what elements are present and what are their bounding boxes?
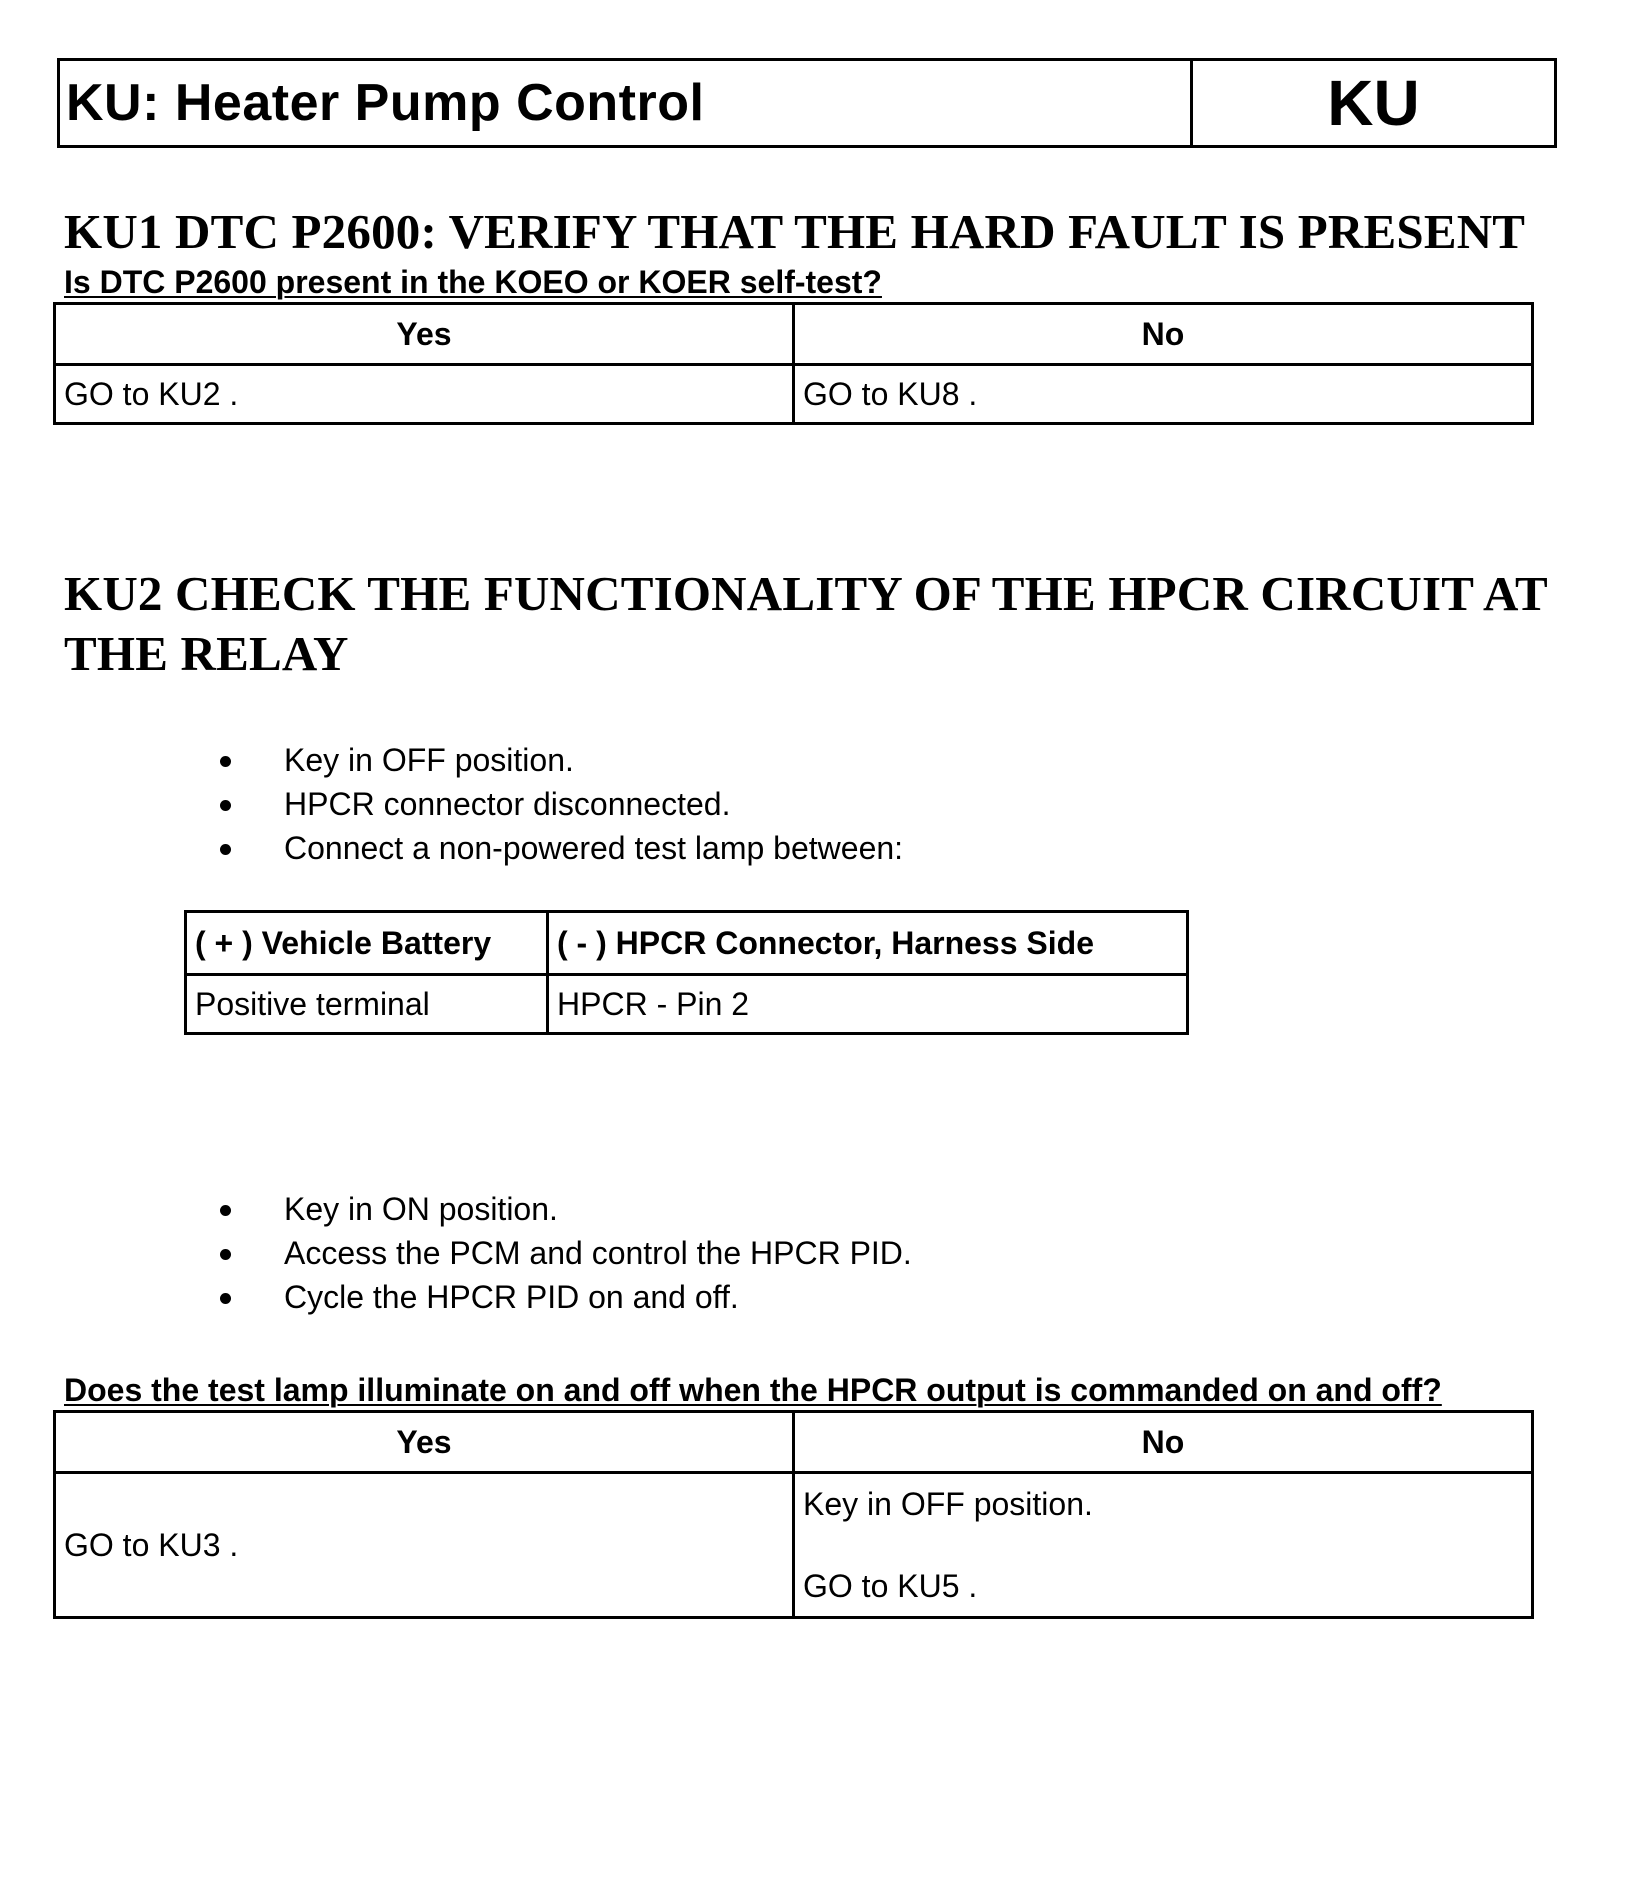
ku2-heading [64, 564, 1548, 684]
connection-col2-value: HPCR - Pin 2 [548, 975, 1188, 1034]
no-header: No [794, 304, 1533, 365]
section-title: KU: Heater Pump Control [60, 61, 1193, 145]
section-header [57, 58, 1557, 148]
ku2-connection-table [184, 910, 1189, 1035]
yes-header: Yes [55, 1412, 794, 1473]
ku1-result-table [53, 302, 1534, 425]
table-row [186, 975, 1188, 1034]
no-value-line1: Key in OFF position. [803, 1486, 1093, 1522]
ku2-heading-line1: KU2 CHECK THE FUNCTIONALITY OF THE HPCR CIRCUIT AT [64, 566, 1548, 621]
connection-col2-header: ( - ) HPCR Connector, Harness Side [548, 912, 1188, 975]
no-value: GO to KU8 . [794, 365, 1533, 424]
no-header: No [794, 1412, 1533, 1473]
ku2-steps-list-1 [220, 738, 903, 870]
no-value-line2: GO to KU5 . [803, 1568, 978, 1604]
table-row [55, 304, 1533, 365]
list-item: Connect a non-powered test lamp between: [220, 826, 903, 870]
cell-spacer [803, 1524, 1523, 1566]
ku1-heading: KU1 DTC P2600: VERIFY THAT THE HARD FAULT IS PRESENT [64, 204, 1526, 259]
yes-value: GO to KU3 . [55, 1473, 794, 1618]
table-row [186, 912, 1188, 975]
connection-col1-value: Positive terminal [186, 975, 548, 1034]
list-item: Key in OFF position. [220, 738, 903, 782]
ku2-question: Does the test lamp illuminate on and off when the HPCR output is commanded on and off? [64, 1372, 1442, 1408]
section-code: KU [1327, 67, 1420, 139]
no-value [794, 1473, 1533, 1618]
list-item: Key in ON position. [220, 1187, 912, 1231]
table-row [55, 1412, 1533, 1473]
ku2-heading-line2: THE RELAY [64, 626, 349, 681]
list-item: Access the PCM and control the HPCR PID. [220, 1231, 912, 1275]
ku2-steps-list-2 [220, 1187, 912, 1319]
table-row [55, 1473, 1533, 1618]
ku2-result-table [53, 1410, 1534, 1619]
connection-col1-header: ( + ) Vehicle Battery [186, 912, 548, 975]
table-row [55, 365, 1533, 424]
list-item: Cycle the HPCR PID on and off. [220, 1275, 912, 1319]
ku1-question: Is DTC P2600 present in the KOEO or KOER self-test? [64, 264, 882, 300]
yes-value: GO to KU2 . [55, 365, 794, 424]
yes-header: Yes [55, 304, 794, 365]
list-item: HPCR connector disconnected. [220, 782, 903, 826]
